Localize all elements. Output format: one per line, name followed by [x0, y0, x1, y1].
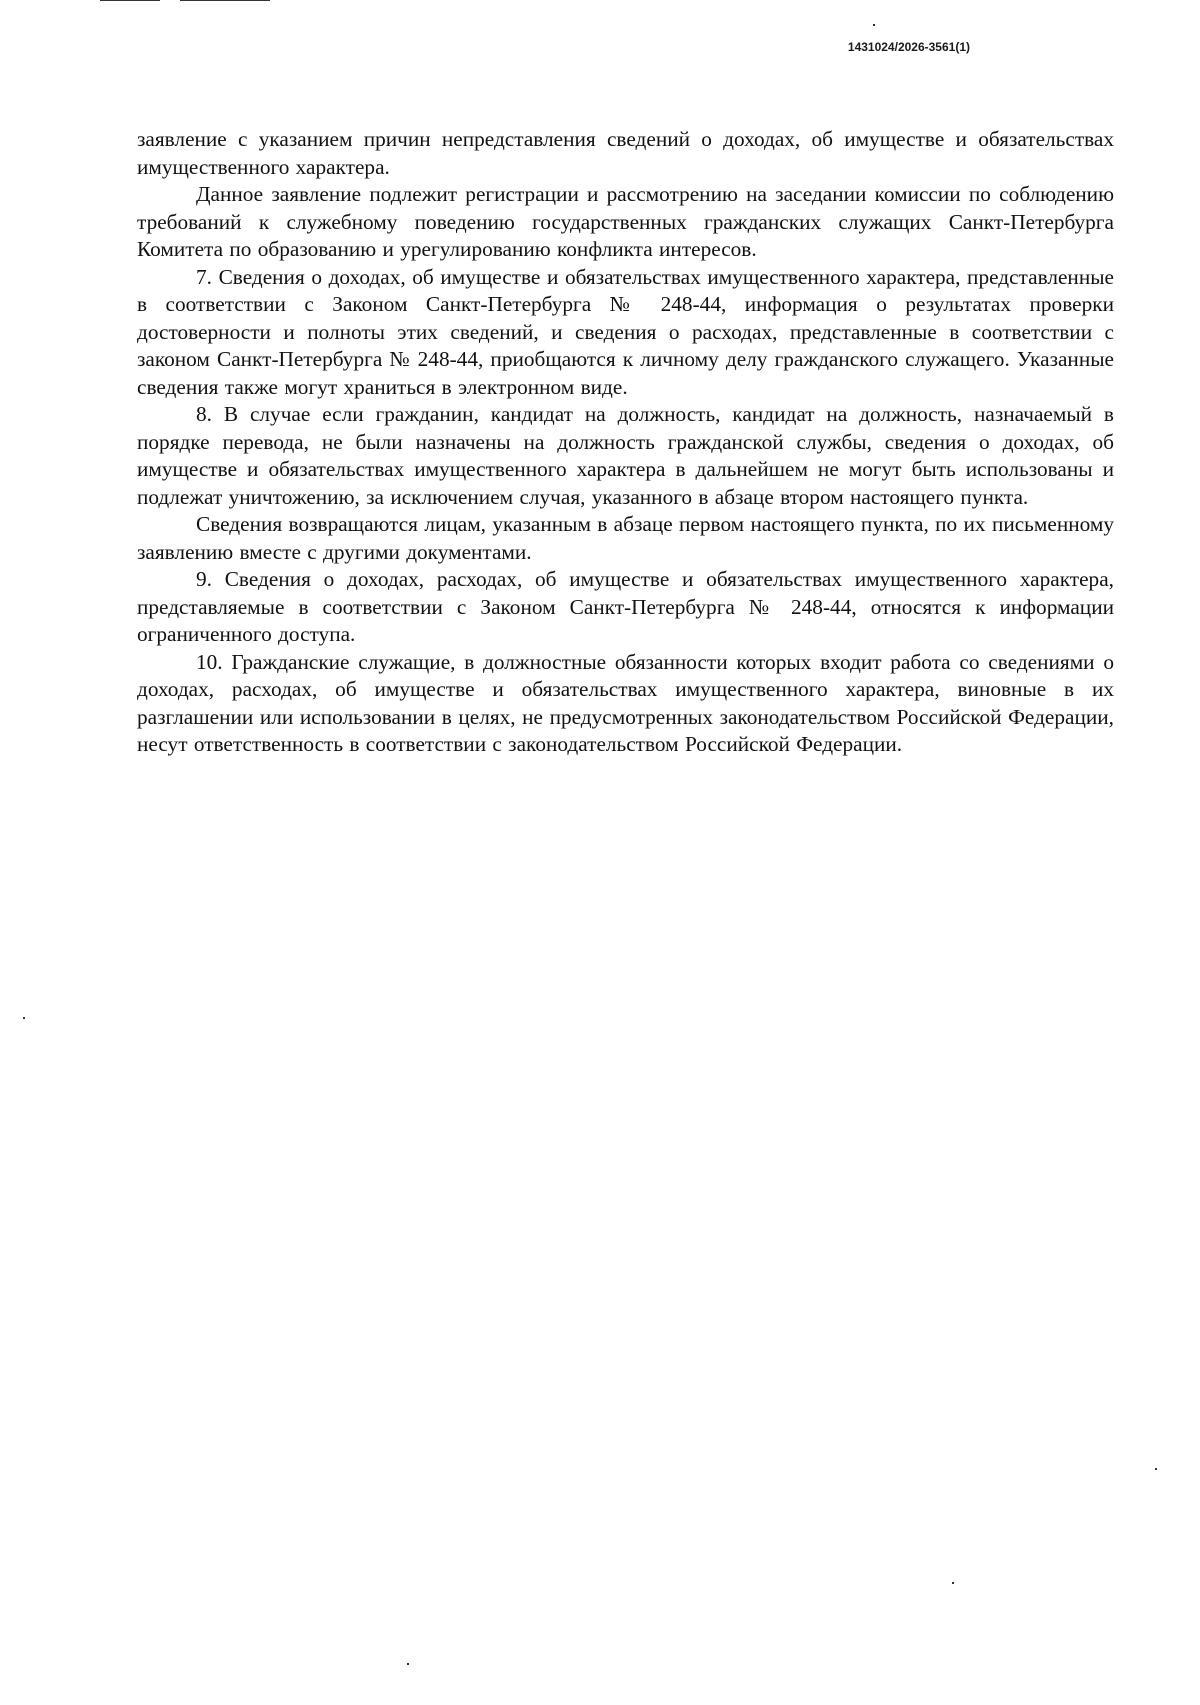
scan-artifact	[873, 24, 875, 26]
scan-artifact	[100, 0, 160, 1]
scan-artifact	[180, 0, 270, 1]
paragraph-item-7: 7. Сведения о доходах, об имуществе и обязательствах имущественного характера, представленные в соответствии с Законом Санкт-Петербурга № 248-44, информация о результатах проверки достоверности и полноты этих сведений, и сведения о расходах, представленные в соответствии с законом Санкт-Петербурга № 248-44, приобщаются к личному делу гражданского служащего. Указанные сведения также могут храниться в электронном виде.	[137, 264, 1114, 399]
paragraph-item-8: 8. В случае если гражданин, кандидат на должность, кандидат на должность, назначаемый в порядке перевода, не были назначены на должность гражданской службы, сведения о доходах, об имуществе и обязательствах имущественного характера в дальнейшем не могут быть использованы и подлежат уничтожению, за исключением случая, указанного в абзаце втором настоящего пункта.	[137, 402, 1114, 509]
scan-artifact	[407, 1663, 409, 1665]
paragraph-registration: Данное заявление подлежит регистрации и рассмотрению на заседании комиссии по соблюдению требований к служебному поведению государственных гражданских служащих Санкт-Петербурга Комитета по образованию и урегулированию конфликта интересов.	[137, 182, 1114, 261]
scan-artifact	[952, 1582, 954, 1584]
paragraph-item-10: 10. Гражданские служащие, в должностные обязанности которых входит работа со сведениями о доходах, расходах, об имуществе и обязательствах имущественного характера, виновные в их разглашении или использовании в целях, не предусмотренных законодательством Российской Федерации, несут ответственность в соответствии с законодательством Российской Федерации.	[137, 649, 1114, 756]
document-number: 1431024/2026-3561(1)	[847, 40, 970, 54]
scan-artifact	[23, 1017, 25, 1019]
paragraph-item-8-return: Сведения возвращаются лицам, указанным в абзаце первом настоящего пункта, по их письменному заявлению вместе с другими документами.	[137, 512, 1114, 564]
paragraph-item-9: 9. Сведения о доходах, расходах, об имуществе и обязательствах имущественного характера, представляемые в соответствии с Законом Санкт-Петербурга № 248-44, относятся к информации ограниченного доступа.	[137, 567, 1114, 646]
scan-artifact	[1155, 1468, 1157, 1470]
paragraph-continuation: заявление с указанием причин непредставления сведений о доходах, об имуществе и обязательствах имущественного характера.	[137, 127, 1114, 179]
document-body	[137, 126, 1114, 759]
